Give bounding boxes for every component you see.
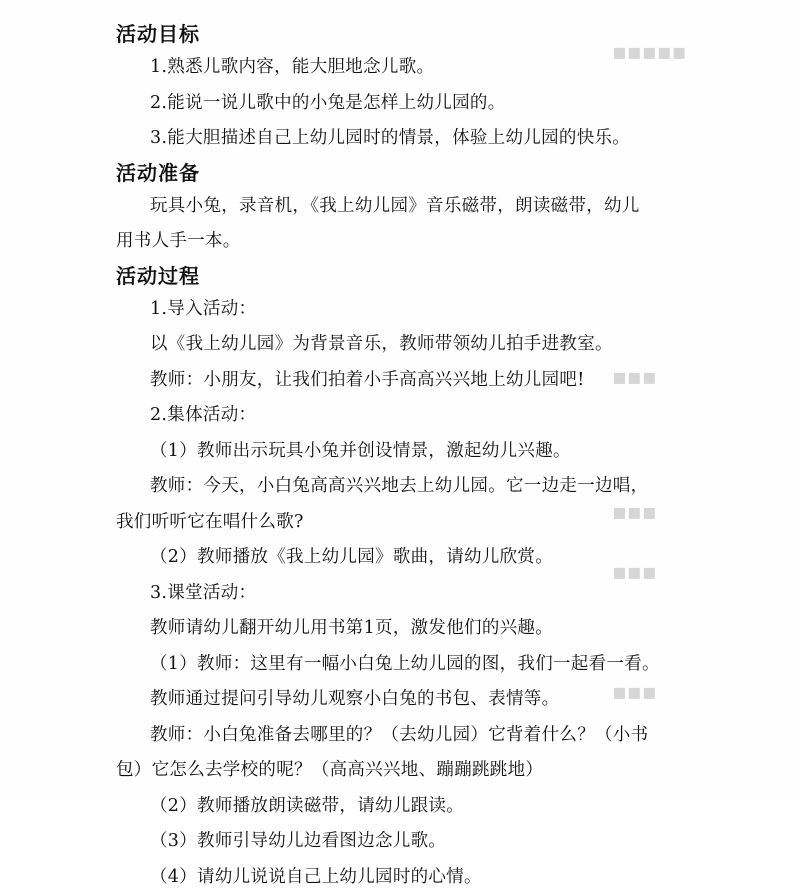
process-line: 我们听听它在唱什么歌? xyxy=(116,505,696,541)
bleed-through-shadow: ▪▪▪ xyxy=(612,680,657,705)
process-line: 教师：小朋友，让我们拍着小手高高兴兴地上幼儿园吧! xyxy=(116,363,696,399)
preparation-text: 用书人手一本。 xyxy=(116,224,696,260)
bleed-through-shadow: ▪▪▪ xyxy=(612,560,657,585)
bleed-through-shadow: ▪▪▪▪▪ xyxy=(612,40,687,65)
process-line: 3.课堂活动： xyxy=(116,576,696,612)
process-line: 以《我上幼儿园》为背景音乐，教师带领幼儿拍手进教室。 xyxy=(116,327,696,363)
process-line: （1）教师出示玩具小兔并创设情景，激起幼儿兴趣。 xyxy=(116,434,696,470)
process-line: （2）教师播放朗读磁带，请幼儿跟读。 xyxy=(116,789,696,825)
goal-item: 2.能说一说儿歌中的小兔是怎样上幼儿园的。 xyxy=(116,86,696,122)
bleed-through-shadow: ▪▪▪ xyxy=(612,500,657,525)
process-line: 教师通过提问引导幼儿观察小白兔的书包、表情等。 xyxy=(116,682,696,718)
process-line: 教师请幼儿翻开幼儿用书第1页，激发他们的兴趣。 xyxy=(116,611,696,647)
lesson-plan-body xyxy=(116,18,696,895)
process-line: 2.集体活动： xyxy=(116,398,696,434)
goal-item: 3.能大胆描述自己上幼儿园时的情景，体验上幼儿园的快乐。 xyxy=(116,121,696,157)
preparation-text: 玩具小兔，录音机，《我上幼儿园》音乐磁带，朗读磁带，幼儿 xyxy=(116,189,696,225)
process-line: （3）教师引导幼儿边看图边念儿歌。 xyxy=(116,824,696,860)
process-line: 1.导入活动： xyxy=(116,292,696,328)
section-heading-goals: 活动目标 xyxy=(116,18,696,50)
bleed-through-shadow: ▪▪▪ xyxy=(612,365,657,390)
process-line: （2）教师播放《我上幼儿园》歌曲，请幼儿欣赏。 xyxy=(116,540,696,576)
process-line: 包）它怎么去学校的呢？（高高兴兴地、蹦蹦跳跳地） xyxy=(116,753,696,789)
process-line: （4）请幼儿说说自己上幼儿园时的心情。 xyxy=(116,860,696,895)
process-line: （1）教师：这里有一幅小白兔上幼儿园的图，我们一起看一看。 xyxy=(116,647,696,683)
process-line: 教师：今天，小白兔高高兴兴地去上幼儿园。它一边走一边唱， xyxy=(116,469,696,505)
section-heading-process: 活动过程 xyxy=(116,260,696,292)
goal-item: 1.熟悉儿歌内容，能大胆地念儿歌。 xyxy=(116,50,696,86)
section-heading-preparation: 活动准备 xyxy=(116,157,696,189)
process-line: 教师：小白兔准备去哪里的？（去幼儿园）它背着什么？（小书 xyxy=(116,718,696,754)
